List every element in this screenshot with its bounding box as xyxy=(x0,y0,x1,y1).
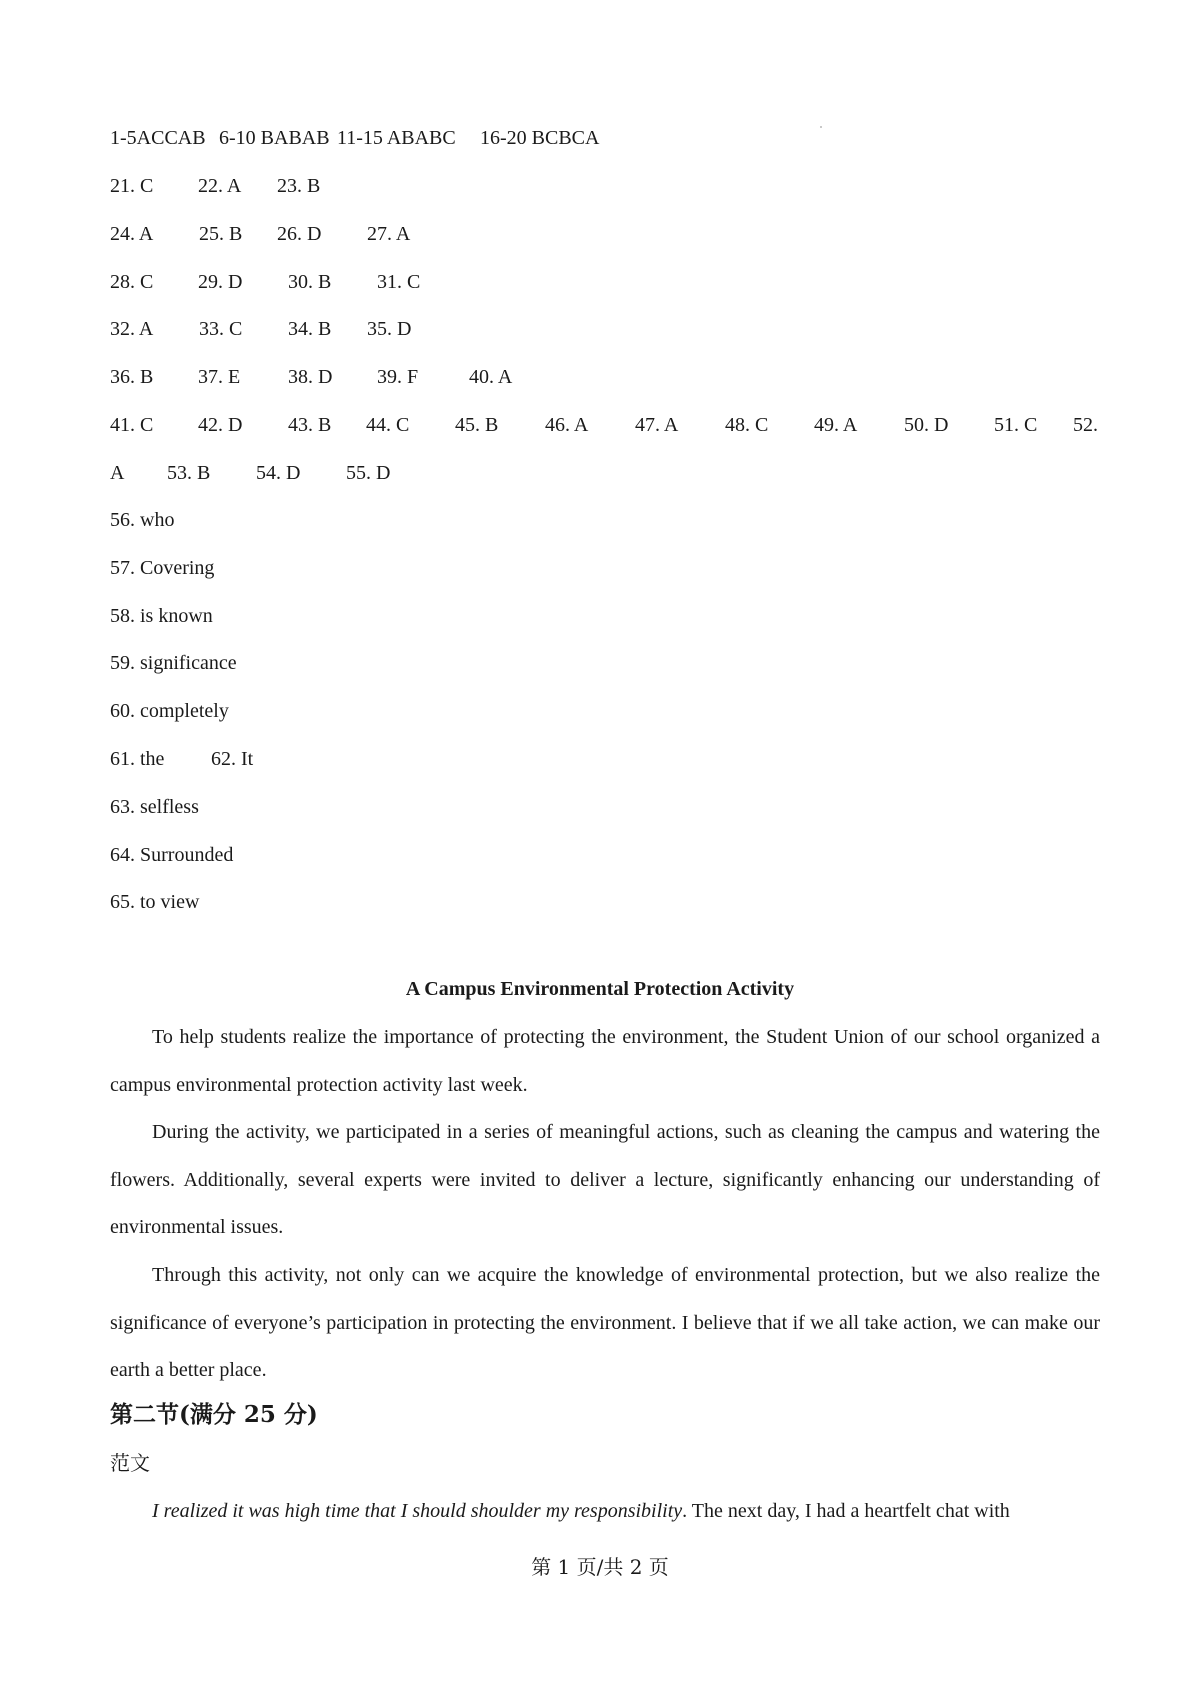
answer-62: 62. It xyxy=(211,748,254,770)
essay-paragraph-1: To help students realize the importance of protecting the environment, the Student Union of our school organized a campus environmental protection activity last week. xyxy=(110,1026,1100,1096)
answer-group: 16-20 BCBCA xyxy=(480,127,600,149)
answer-item: 23. B xyxy=(277,175,321,197)
answer-item: 50. D xyxy=(904,414,949,436)
answer-item: 49. A xyxy=(814,414,858,436)
answer-row-5 xyxy=(110,317,411,341)
answer-item: 46. A xyxy=(545,414,589,436)
answer-item: 43. B xyxy=(288,414,332,436)
answer-item: 31. C xyxy=(377,271,421,293)
answer-row-8 xyxy=(110,461,390,485)
answer-65: 65. to view xyxy=(110,891,200,913)
answer-item: 32. A xyxy=(110,318,154,340)
answer-item: 28. C xyxy=(110,271,154,293)
model-essay-label: 范文 xyxy=(110,1451,150,1475)
answer-item: 29. D xyxy=(198,271,243,293)
page-indicator: 第 1 页/共 2 页 xyxy=(531,1555,669,1579)
answer-64: 64. Surrounded xyxy=(110,844,234,866)
answer-56: 56. who xyxy=(110,509,175,531)
answer-item: 44. C xyxy=(366,414,410,436)
answer-item: 54. D xyxy=(256,462,301,484)
answer-59: 59. significance xyxy=(110,652,237,674)
answer-item: 25. B xyxy=(199,223,243,245)
essay-paragraph-2: During the activity, we participated in a series of meaningful actions, such as cleaning the campus and watering the flowers. Additionally, several experts were invited to deliver a lecture, significantly enhancing our understanding of environmental issues. xyxy=(110,1121,1100,1238)
answer-item: 39. F xyxy=(377,366,419,388)
answer-item: A xyxy=(110,462,125,484)
answer-57: 57. Covering xyxy=(110,557,215,579)
answer-item: 53. B xyxy=(167,462,211,484)
answer-group: 6-10 BABAB xyxy=(219,127,330,149)
answer-row-1 xyxy=(110,126,599,150)
answer-item: 24. A xyxy=(110,223,154,245)
answer-item: 42. D xyxy=(198,414,243,436)
answer-row-3 xyxy=(110,222,410,246)
answer-group: 1-5ACCAB xyxy=(110,127,206,149)
answer-row-7 xyxy=(110,413,1098,437)
answer-item: 52. xyxy=(1073,414,1098,436)
answer-item: 34. B xyxy=(288,318,332,340)
answer-item: 36. B xyxy=(110,366,154,388)
answer-58: 58. is known xyxy=(110,605,213,627)
model-essay-first-line xyxy=(152,1497,1010,1525)
answer-item: 37. E xyxy=(198,366,241,388)
answer-item: 22. A xyxy=(198,175,242,197)
answer-item: 38. D xyxy=(288,366,333,388)
answer-item: 47. A xyxy=(635,414,679,436)
essay-title: A Campus Environmental Protection Activity xyxy=(405,978,795,1000)
answer-row-4 xyxy=(110,270,420,294)
answer-item: 21. C xyxy=(110,175,154,197)
answer-61: 61. the xyxy=(110,748,165,770)
answer-item: 26. D xyxy=(277,223,322,245)
answer-item: 48. C xyxy=(725,414,769,436)
answer-group: 11-15 ABABC xyxy=(337,127,456,149)
answer-row-2 xyxy=(110,174,320,198)
answer-item: 30. B xyxy=(288,271,332,293)
answer-item: 51. C xyxy=(994,414,1038,436)
essay-paragraph-3: Through this activity, not only can we acquire the knowledge of environmental protection, but we also realize the significance of everyone’s participation in protecting the environment. I believe that if we all take action, we can make our earth a better place. xyxy=(110,1264,1100,1381)
answer-item: 35. D xyxy=(367,318,412,340)
section-heading: 第二节(满分 25 分) xyxy=(110,1401,318,1428)
answer-63: 63. selfless xyxy=(110,796,199,818)
answer-item: 33. C xyxy=(199,318,243,340)
model-essay-italic-sentence: I realized it was high time that I should shoulder my responsibility xyxy=(152,1500,683,1522)
answer-item: 27. A xyxy=(367,223,411,245)
answer-row-6 xyxy=(110,365,512,389)
model-essay-continuation: . The next day, I had a heartfelt chat with xyxy=(682,1500,1010,1522)
answer-item: 41. C xyxy=(110,414,154,436)
answer-item: 55. D xyxy=(346,462,391,484)
answer-item: 45. B xyxy=(455,414,499,436)
answer-item: 40. A xyxy=(469,366,513,388)
answer-60: 60. completely xyxy=(110,700,229,722)
answer-row-61-62 xyxy=(110,747,253,771)
scan-speck xyxy=(820,126,822,128)
